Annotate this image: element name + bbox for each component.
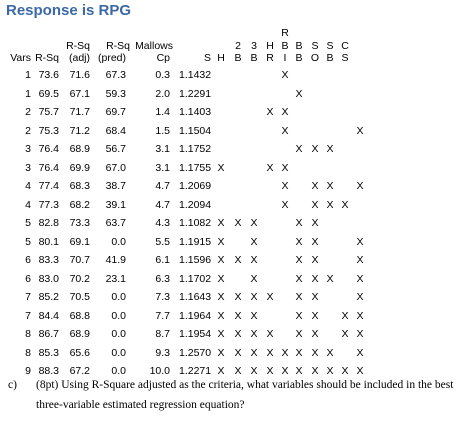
cell-included-mark: X (295, 328, 303, 340)
cell-rsq-adj: 68.3 (69, 180, 90, 192)
cell-mallows-cp: 4.3 (155, 217, 170, 229)
cell-mallows-cp: 0.3 (155, 69, 170, 81)
cell-rsq: 85.3 (38, 346, 59, 359)
cell-included-mark: X (281, 124, 289, 137)
cell-rsq: 77.4 (38, 180, 59, 192)
cell-included-mark: X (281, 365, 289, 377)
cell-included-mark: X (356, 291, 364, 303)
cell-included-mark: X (311, 217, 319, 229)
cell-rsq: 86.7 (38, 328, 59, 340)
cell-vars: 5 (25, 235, 31, 248)
question-text-line2: three-variable estimated regression equation? (36, 399, 245, 411)
cell-included-mark: X (250, 272, 258, 285)
header-rsq-adj-top: R-Sq (66, 40, 90, 52)
cell-mallows-cp: 8.7 (155, 328, 170, 340)
cell-included-mark: X (250, 217, 258, 229)
cell-mallows-cp: 9.3 (155, 346, 170, 359)
cell-included-mark: X (326, 143, 334, 155)
question-text-line1: (8pt) Using R-Square adjusted as the criteria, what variables should be included in the best (36, 379, 454, 391)
cell-vars: 6 (25, 254, 31, 266)
cell-included-mark: X (356, 124, 364, 137)
cell-rsq-adj: 69.1 (69, 235, 90, 248)
header-mallows: Mallows (135, 40, 173, 52)
cell-included-mark: X (356, 180, 364, 192)
cell-included-mark: X (341, 309, 349, 322)
header-cp: Cp (156, 52, 170, 64)
cell-mallows-cp: 6.3 (155, 272, 170, 285)
cell-included-mark: X (266, 161, 274, 174)
cell-included-mark: X (341, 198, 349, 211)
header-var-7: B (326, 52, 334, 64)
header-var-8: S (341, 52, 349, 64)
cell-rsq: 76.4 (38, 143, 59, 155)
cell-mallows-cp: 1.5 (155, 124, 170, 137)
cell-included-mark: X (356, 272, 364, 285)
cell-rsq: 75.7 (38, 106, 59, 118)
cell-rsq-pred: 63.7 (105, 217, 126, 229)
cell-s: 1.1403 (179, 106, 212, 118)
cell-included-mark: X (250, 254, 258, 266)
header-var-5: B (295, 52, 303, 64)
cell-rsq: 82.8 (38, 217, 59, 229)
cell-included-mark: X (234, 328, 242, 340)
cell-rsq-pred: 68.4 (105, 124, 126, 137)
cell-rsq: 84.4 (38, 309, 59, 322)
cell-included-mark: X (234, 217, 242, 229)
cell-included-mark: X (295, 365, 303, 377)
header-var-top-5: S (311, 40, 319, 52)
cell-rsq-pred: 67.0 (105, 161, 126, 174)
cell-included-mark: X (311, 198, 319, 211)
cell-mallows-cp: 3.1 (155, 143, 170, 155)
header-s: S (203, 52, 211, 64)
cell-s: 1.2271 (179, 365, 212, 377)
cell-included-mark: X (311, 328, 319, 340)
cell-included-mark: X (295, 217, 303, 229)
cell-included-mark: X (311, 272, 319, 285)
header-var-top-0: 2 (235, 40, 241, 52)
cell-rsq-pred: 56.7 (105, 143, 126, 155)
cell-rsq-adj: 68.2 (69, 198, 90, 211)
cell-rsq-pred: 38.7 (105, 180, 126, 192)
cell-vars: 6 (25, 272, 31, 285)
cell-rsq-adj: 69.9 (69, 161, 90, 174)
cell-included-mark: X (250, 235, 258, 248)
cell-vars: 5 (25, 217, 31, 229)
cell-included-mark: X (341, 365, 349, 377)
cell-rsq-adj: 71.6 (69, 69, 90, 81)
cell-included-mark: X (356, 309, 364, 322)
cell-vars: 2 (25, 106, 31, 118)
cell-vars: 9 (25, 365, 31, 377)
cell-included-mark: X (281, 346, 289, 359)
header-top-r: R (281, 27, 289, 39)
cell-s: 1.2570 (179, 346, 212, 359)
cell-s: 1.1504 (179, 124, 212, 137)
cell-rsq: 80.1 (38, 235, 59, 248)
cell-included-mark: X (295, 143, 303, 155)
cell-rsq-adj: 70.5 (69, 291, 90, 303)
cell-rsq: 76.4 (38, 161, 59, 174)
cell-s: 1.1643 (179, 291, 212, 303)
cell-rsq-adj: 67.1 (69, 87, 90, 100)
cell-included-mark: X (356, 328, 364, 340)
cell-included-mark: X (217, 291, 225, 303)
cell-rsq-adj: 71.7 (69, 106, 90, 118)
cell-included-mark: X (217, 254, 225, 266)
cell-vars: 8 (25, 328, 31, 340)
cell-included-mark: X (356, 235, 364, 248)
cell-s: 1.1596 (179, 254, 212, 266)
header-var-0: H (217, 52, 225, 64)
cell-included-mark: X (281, 106, 289, 118)
cell-included-mark: X (311, 346, 319, 359)
cell-included-mark: X (266, 328, 274, 340)
header-var-top-1: 3 (251, 40, 257, 52)
cell-rsq-adj: 68.9 (69, 328, 90, 340)
header-rsq: R-Sq (35, 52, 59, 64)
cell-included-mark: X (266, 106, 274, 118)
header-rsq-pred-top: R-Sq (106, 40, 130, 52)
cell-rsq-pred: 23.1 (105, 272, 126, 285)
cell-vars: 7 (25, 309, 31, 322)
cell-s: 1.1915 (179, 235, 212, 248)
cell-included-mark: X (234, 254, 242, 266)
header-pred: (pred) (97, 52, 126, 64)
cell-rsq-adj: 70.2 (69, 272, 90, 285)
cell-vars: 4 (25, 198, 31, 211)
cell-included-mark: X (341, 328, 349, 340)
cell-rsq-pred: 41.9 (105, 254, 126, 266)
cell-rsq-pred: 59.3 (105, 87, 126, 100)
cell-included-mark: X (234, 309, 242, 322)
cell-included-mark: X (295, 87, 303, 100)
cell-vars: 4 (25, 180, 31, 192)
cell-rsq-adj: 68.8 (69, 309, 90, 322)
cell-included-mark: X (295, 309, 303, 322)
cell-included-mark: X (311, 309, 319, 322)
cell-included-mark: X (295, 346, 303, 359)
cell-included-mark: X (281, 180, 289, 192)
cell-included-mark: X (250, 309, 258, 322)
cell-mallows-cp: 4.7 (155, 180, 170, 192)
cell-included-mark: X (281, 198, 289, 211)
header-var-top-3: B (281, 40, 289, 52)
cell-rsq: 77.3 (38, 198, 59, 211)
cell-rsq-pred: 0.0 (111, 309, 126, 322)
header-var-top-4: B (295, 40, 303, 52)
cell-included-mark: X (326, 272, 334, 285)
cell-rsq-pred: 67.3 (105, 69, 126, 81)
cell-rsq-adj: 71.2 (69, 124, 90, 137)
cell-rsq: 75.3 (38, 124, 59, 137)
header-var-top-6: S (326, 40, 334, 52)
cell-vars: 3 (25, 161, 31, 174)
cell-mallows-cp: 3.1 (155, 161, 170, 174)
header-var-3: R (266, 52, 274, 64)
cell-included-mark: X (217, 161, 225, 174)
cell-included-mark: X (311, 235, 319, 248)
cell-included-mark: X (356, 254, 364, 266)
cell-included-mark: X (217, 217, 225, 229)
output-title: Response is RPG (6, 2, 132, 19)
cell-included-mark: X (295, 235, 303, 248)
question-label: c) (8, 379, 17, 391)
header-var-2: B (250, 52, 258, 64)
cell-rsq-pred: 0.0 (111, 365, 126, 377)
cell-included-mark: X (217, 235, 225, 248)
cell-included-mark: X (217, 309, 225, 322)
cell-rsq-pred: 39.1 (105, 198, 126, 211)
cell-rsq-adj: 73.3 (69, 217, 90, 229)
header-var-1: B (234, 52, 242, 64)
cell-included-mark: X (250, 291, 258, 303)
cell-included-mark: X (326, 346, 334, 359)
cell-included-mark: X (234, 365, 242, 377)
cell-mallows-cp: 7.3 (155, 291, 170, 303)
cell-included-mark: X (311, 365, 319, 377)
cell-rsq: 85.2 (38, 291, 59, 303)
cell-mallows-cp: 10.0 (149, 365, 170, 377)
cell-vars: 1 (25, 87, 31, 100)
cell-included-mark: X (326, 365, 334, 377)
cell-included-mark: X (266, 291, 274, 303)
cell-included-mark: X (217, 272, 225, 285)
cell-s: 1.1752 (179, 143, 212, 155)
cell-included-mark: X (281, 69, 289, 81)
cell-included-mark: X (234, 346, 242, 359)
cell-included-mark: X (250, 346, 258, 359)
cell-rsq-pred: 0.0 (111, 346, 126, 359)
cell-included-mark: X (326, 198, 334, 211)
header-var-top-2: H (266, 40, 274, 52)
cell-vars: 2 (25, 124, 31, 137)
cell-mallows-cp: 2.0 (155, 87, 170, 100)
cell-mallows-cp: 1.4 (155, 106, 170, 118)
cell-s: 1.1954 (179, 328, 212, 340)
cell-s: 1.1964 (179, 309, 212, 322)
cell-s: 1.1702 (179, 272, 212, 285)
cell-rsq: 83.0 (38, 272, 59, 285)
cell-vars: 8 (25, 346, 31, 359)
cell-included-mark: X (217, 328, 225, 340)
cell-included-mark: X (311, 291, 319, 303)
cell-included-mark: X (295, 291, 303, 303)
cell-included-mark: X (356, 346, 364, 359)
header-adj: (adj) (68, 52, 90, 64)
cell-rsq: 69.5 (38, 87, 59, 100)
cell-rsq-adj: 67.2 (69, 365, 90, 377)
cell-rsq-adj: 70.7 (69, 254, 90, 266)
cell-included-mark: X (326, 180, 334, 192)
cell-included-mark: X (311, 180, 319, 192)
cell-rsq-pred: 0.0 (111, 291, 126, 303)
cell-vars: 7 (25, 291, 31, 303)
cell-mallows-cp: 6.1 (155, 254, 170, 266)
cell-included-mark: X (266, 346, 274, 359)
cell-included-mark: X (250, 328, 258, 340)
header-var-top-7: C (341, 40, 349, 52)
cell-s: 1.2094 (179, 198, 212, 211)
cell-mallows-cp: 7.7 (155, 309, 170, 322)
cell-included-mark: X (356, 365, 364, 377)
cell-included-mark: X (295, 254, 303, 266)
header-var-4: I (283, 52, 287, 64)
cell-s: 1.1432 (179, 69, 212, 81)
cell-included-mark: X (311, 143, 319, 155)
cell-rsq: 73.6 (38, 69, 59, 81)
cell-rsq-pred: 69.7 (105, 106, 126, 118)
cell-included-mark: X (295, 272, 303, 285)
cell-mallows-cp: 4.7 (155, 198, 170, 211)
cell-s: 1.1755 (179, 161, 212, 174)
cell-vars: 3 (25, 143, 31, 155)
cell-included-mark: X (311, 254, 319, 266)
cell-included-mark: X (234, 291, 242, 303)
cell-rsq-pred: 0.0 (111, 328, 126, 340)
cell-vars: 1 (25, 69, 31, 81)
cell-rsq: 83.3 (38, 254, 59, 266)
cell-included-mark: X (217, 365, 225, 377)
header-vars: Vars (10, 52, 31, 64)
cell-included-mark: X (266, 365, 274, 377)
cell-included-mark: X (250, 365, 258, 377)
cell-included-mark: X (217, 346, 225, 359)
cell-s: 1.2069 (179, 180, 212, 192)
cell-s: 1.1082 (179, 217, 212, 229)
cell-s: 1.2291 (179, 87, 212, 100)
cell-rsq: 88.3 (38, 365, 59, 377)
header-var-6: O (310, 52, 320, 64)
cell-rsq-adj: 68.9 (69, 143, 90, 155)
cell-rsq-adj: 65.6 (69, 346, 90, 359)
cell-rsq-pred: 0.0 (111, 235, 126, 248)
cell-included-mark: X (281, 161, 289, 174)
cell-mallows-cp: 5.5 (155, 235, 170, 248)
